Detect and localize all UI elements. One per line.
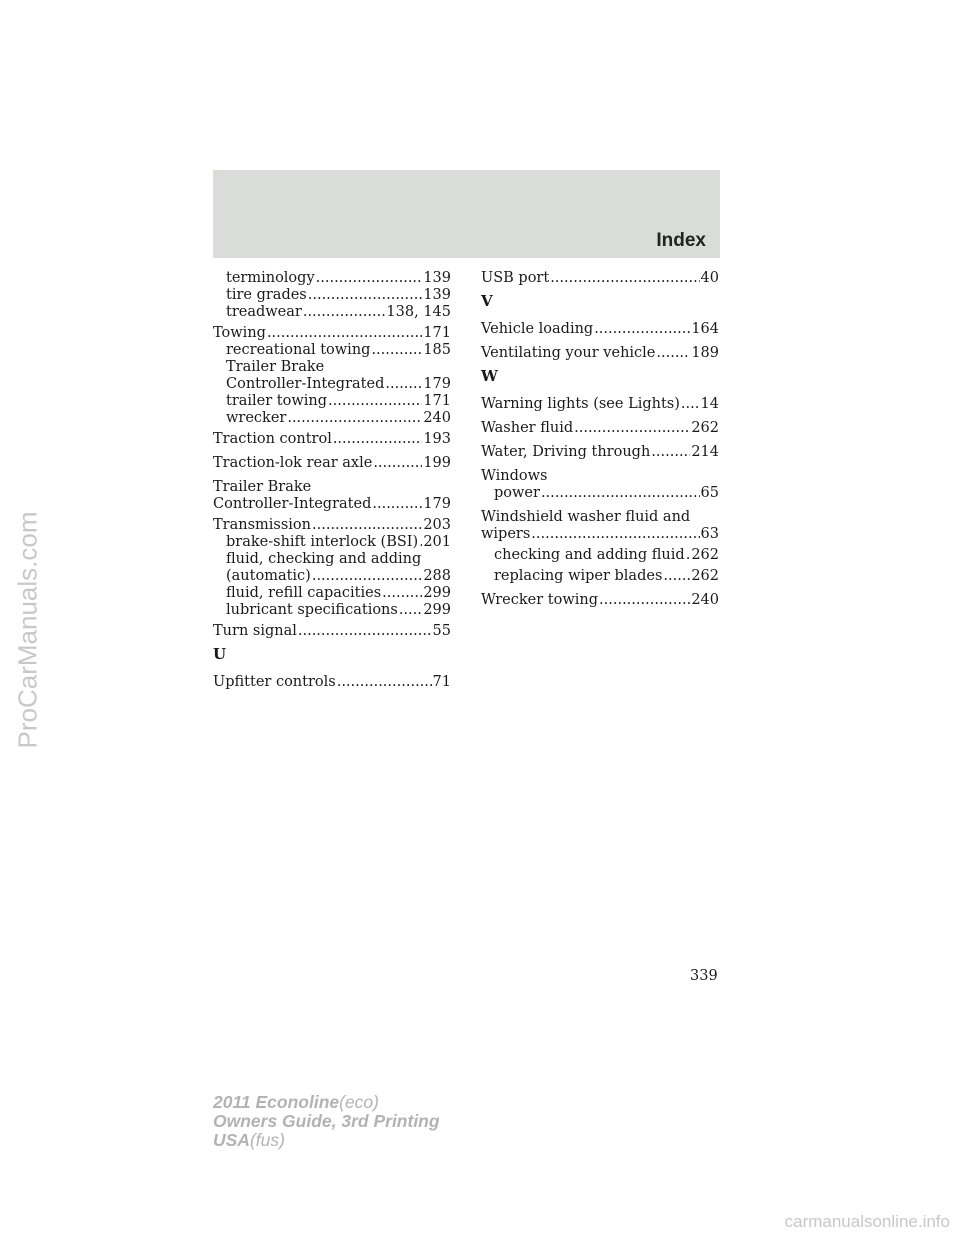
index-entry-term: Transmission [213, 517, 312, 533]
index-subentry [213, 534, 451, 551]
index-entry-term: fluid, checking and adding [226, 551, 422, 567]
index-entry-page: 179 [423, 496, 451, 512]
footer-model-code: (eco) [339, 1092, 379, 1112]
index-entry [481, 468, 719, 485]
index-entry [481, 345, 719, 362]
index-entry-term: lubricant specifications [226, 602, 398, 618]
index-subentry [213, 270, 451, 287]
dot-leader [328, 393, 422, 410]
index-column-right [481, 270, 719, 609]
index-entry-term: fluid, refill capacities [226, 585, 382, 601]
index-entry-term: Upfitter controls [213, 674, 336, 690]
index-entry-term: power [494, 485, 540, 501]
index-entry-term: Ventilating your vehicle [481, 345, 656, 361]
dot-leader [574, 420, 690, 437]
index-entry-page: 171 [423, 393, 451, 409]
dot-leader [382, 585, 422, 602]
index-entry [213, 431, 451, 448]
index-subentry [481, 568, 719, 585]
dot-leader [316, 270, 423, 287]
index-subentry [213, 376, 451, 393]
footer-region-code: (fus) [249, 1130, 285, 1150]
index-entry [481, 526, 719, 543]
dot-leader [372, 496, 422, 513]
index-entry-term: wipers [481, 526, 531, 542]
dot-leader [594, 321, 690, 338]
footer-model: 2011 Econoline [213, 1092, 340, 1112]
index-entry-page: 299 [423, 602, 451, 618]
index-entry-term: wrecker [226, 410, 287, 426]
index-subentry [481, 485, 719, 502]
index-entry-term: Trailer Brake [226, 359, 325, 375]
index-subentry [213, 568, 451, 585]
footer-line-2: Owners Guide, 3rd Printing [213, 1111, 440, 1131]
index-entry-page: 240 [423, 410, 451, 426]
dot-leader [308, 287, 423, 304]
page-title: Index [656, 230, 706, 251]
index-subentry [213, 287, 451, 304]
dot-leader [651, 444, 690, 461]
index-entry-page: 71 [432, 674, 451, 690]
dot-leader [337, 674, 432, 691]
index-subentry [213, 359, 451, 376]
index-entry [481, 420, 719, 437]
watermark-left-text: ProCarManuals.com [12, 511, 43, 749]
index-entry [213, 479, 451, 496]
index-entry [213, 455, 451, 472]
index-entry-term: terminology [226, 270, 315, 286]
index-entry-page: 262 [691, 547, 719, 563]
index-column-left [213, 270, 451, 691]
index-entry-term: Controller-Integrated [213, 496, 372, 512]
index-entry-term: replacing wiper blades [494, 568, 663, 584]
index-entry [481, 270, 719, 287]
index-entry-term: recreational towing [226, 342, 371, 358]
index-entry [481, 396, 719, 413]
index-entry-page: 185 [423, 342, 451, 358]
index-entry-term: Windows [481, 468, 548, 484]
dot-leader [686, 547, 691, 564]
index-entry-page: 179 [423, 376, 451, 392]
index-entry-term: Wrecker towing [481, 592, 599, 608]
index-entry-term: (automatic) [226, 568, 311, 584]
index-entry-page: 240 [691, 592, 719, 608]
index-entry-page: 55 [432, 623, 451, 639]
index-entry-page: 139 [423, 287, 451, 303]
index-entry-term: brake-shift interlock (BSI) [226, 534, 419, 550]
dot-leader [287, 410, 422, 427]
index-entry [213, 623, 451, 640]
index-entry [213, 517, 451, 534]
dot-leader [550, 270, 699, 287]
index-entry [481, 592, 719, 609]
dot-leader [373, 455, 422, 472]
index-entry-page: 193 [423, 431, 451, 447]
index-subentry [213, 585, 451, 602]
index-entry-term: Windshield washer fluid and [481, 509, 691, 525]
index-entry-page: 63 [700, 526, 719, 542]
index-entry-page: 189 [691, 345, 719, 361]
dot-leader [399, 602, 422, 619]
index-subentry [213, 602, 451, 619]
index-entry-page: 262 [691, 568, 719, 584]
index-entry-page: 299 [423, 585, 451, 601]
dot-leader [656, 345, 690, 362]
watermark-bottom: carmanualsonline.info [784, 1212, 950, 1231]
index-entry-page: 288 [423, 568, 451, 584]
index-entry-term: Traction control [213, 431, 332, 447]
dot-leader [681, 396, 700, 413]
index-entry [213, 496, 451, 513]
index-entry-page: 164 [691, 321, 719, 337]
index-letter-heading: W [481, 367, 498, 385]
index-letter-heading: V [481, 292, 493, 310]
index-entry-term: USB port [481, 270, 550, 286]
index-entry-page: 171 [423, 325, 451, 341]
index-subentry [213, 551, 451, 568]
index-header-band [213, 170, 720, 258]
index-entry [481, 321, 719, 338]
index-entry [481, 509, 719, 526]
index-subentry [213, 304, 451, 321]
index-entry-term: Washer fluid [481, 420, 574, 436]
index-entry-term: tire grades [226, 287, 307, 303]
index-entry-term: trailer towing [226, 393, 328, 409]
dot-leader [385, 376, 422, 393]
index-entry-page: 14 [700, 396, 719, 412]
index-entry-term: treadwear [226, 304, 302, 320]
dot-leader [371, 342, 422, 359]
index-subentry [213, 410, 451, 427]
index-entry-term: Traction-lok rear axle [213, 455, 373, 471]
index-entry-term: Trailer Brake [213, 479, 312, 495]
index-entry-term: Towing [213, 325, 266, 341]
footer-line-1 [213, 1093, 440, 1112]
index-subentry [481, 547, 719, 564]
index-entry-term: Turn signal [213, 623, 297, 639]
index-entry-page: 138, 145 [386, 304, 451, 320]
watermark-left [6, 500, 50, 760]
footer-line-3 [213, 1131, 440, 1150]
dot-leader [312, 568, 422, 585]
index-subentry [213, 342, 451, 359]
dot-leader [663, 568, 690, 585]
index-entry-page: 65 [700, 485, 719, 501]
dot-leader [298, 623, 432, 640]
dot-leader [333, 431, 422, 448]
index-entry-page: 40 [700, 270, 719, 286]
index-entry-term: Water, Driving through [481, 444, 651, 460]
index-letter-heading: U [213, 645, 227, 663]
index-entry-page: 262 [691, 420, 719, 436]
dot-leader [303, 304, 386, 321]
index-entry-page: 203 [423, 517, 451, 533]
document-footer [213, 1093, 440, 1150]
dot-leader [599, 592, 690, 609]
dot-leader [419, 534, 422, 551]
index-entry-page: 139 [423, 270, 451, 286]
index-entry-page: 199 [423, 455, 451, 471]
index-entry-page: 201 [423, 534, 451, 550]
index-subentry [213, 393, 451, 410]
dot-leader [531, 526, 699, 543]
dot-leader [312, 517, 422, 534]
index-entry-term: Controller-Integrated [226, 376, 385, 392]
index-entry-term: Vehicle loading [481, 321, 594, 337]
footer-region: USA [213, 1130, 250, 1150]
dot-leader [267, 325, 422, 342]
index-entry-page: 214 [691, 444, 719, 460]
index-entry [213, 674, 451, 691]
index-entry [213, 325, 451, 342]
index-entry-term: checking and adding fluid [494, 547, 685, 563]
dot-leader [541, 485, 700, 502]
page-number: 339 [690, 968, 718, 984]
index-entry [481, 444, 719, 461]
index-entry-term: Warning lights (see Lights) [481, 396, 680, 412]
